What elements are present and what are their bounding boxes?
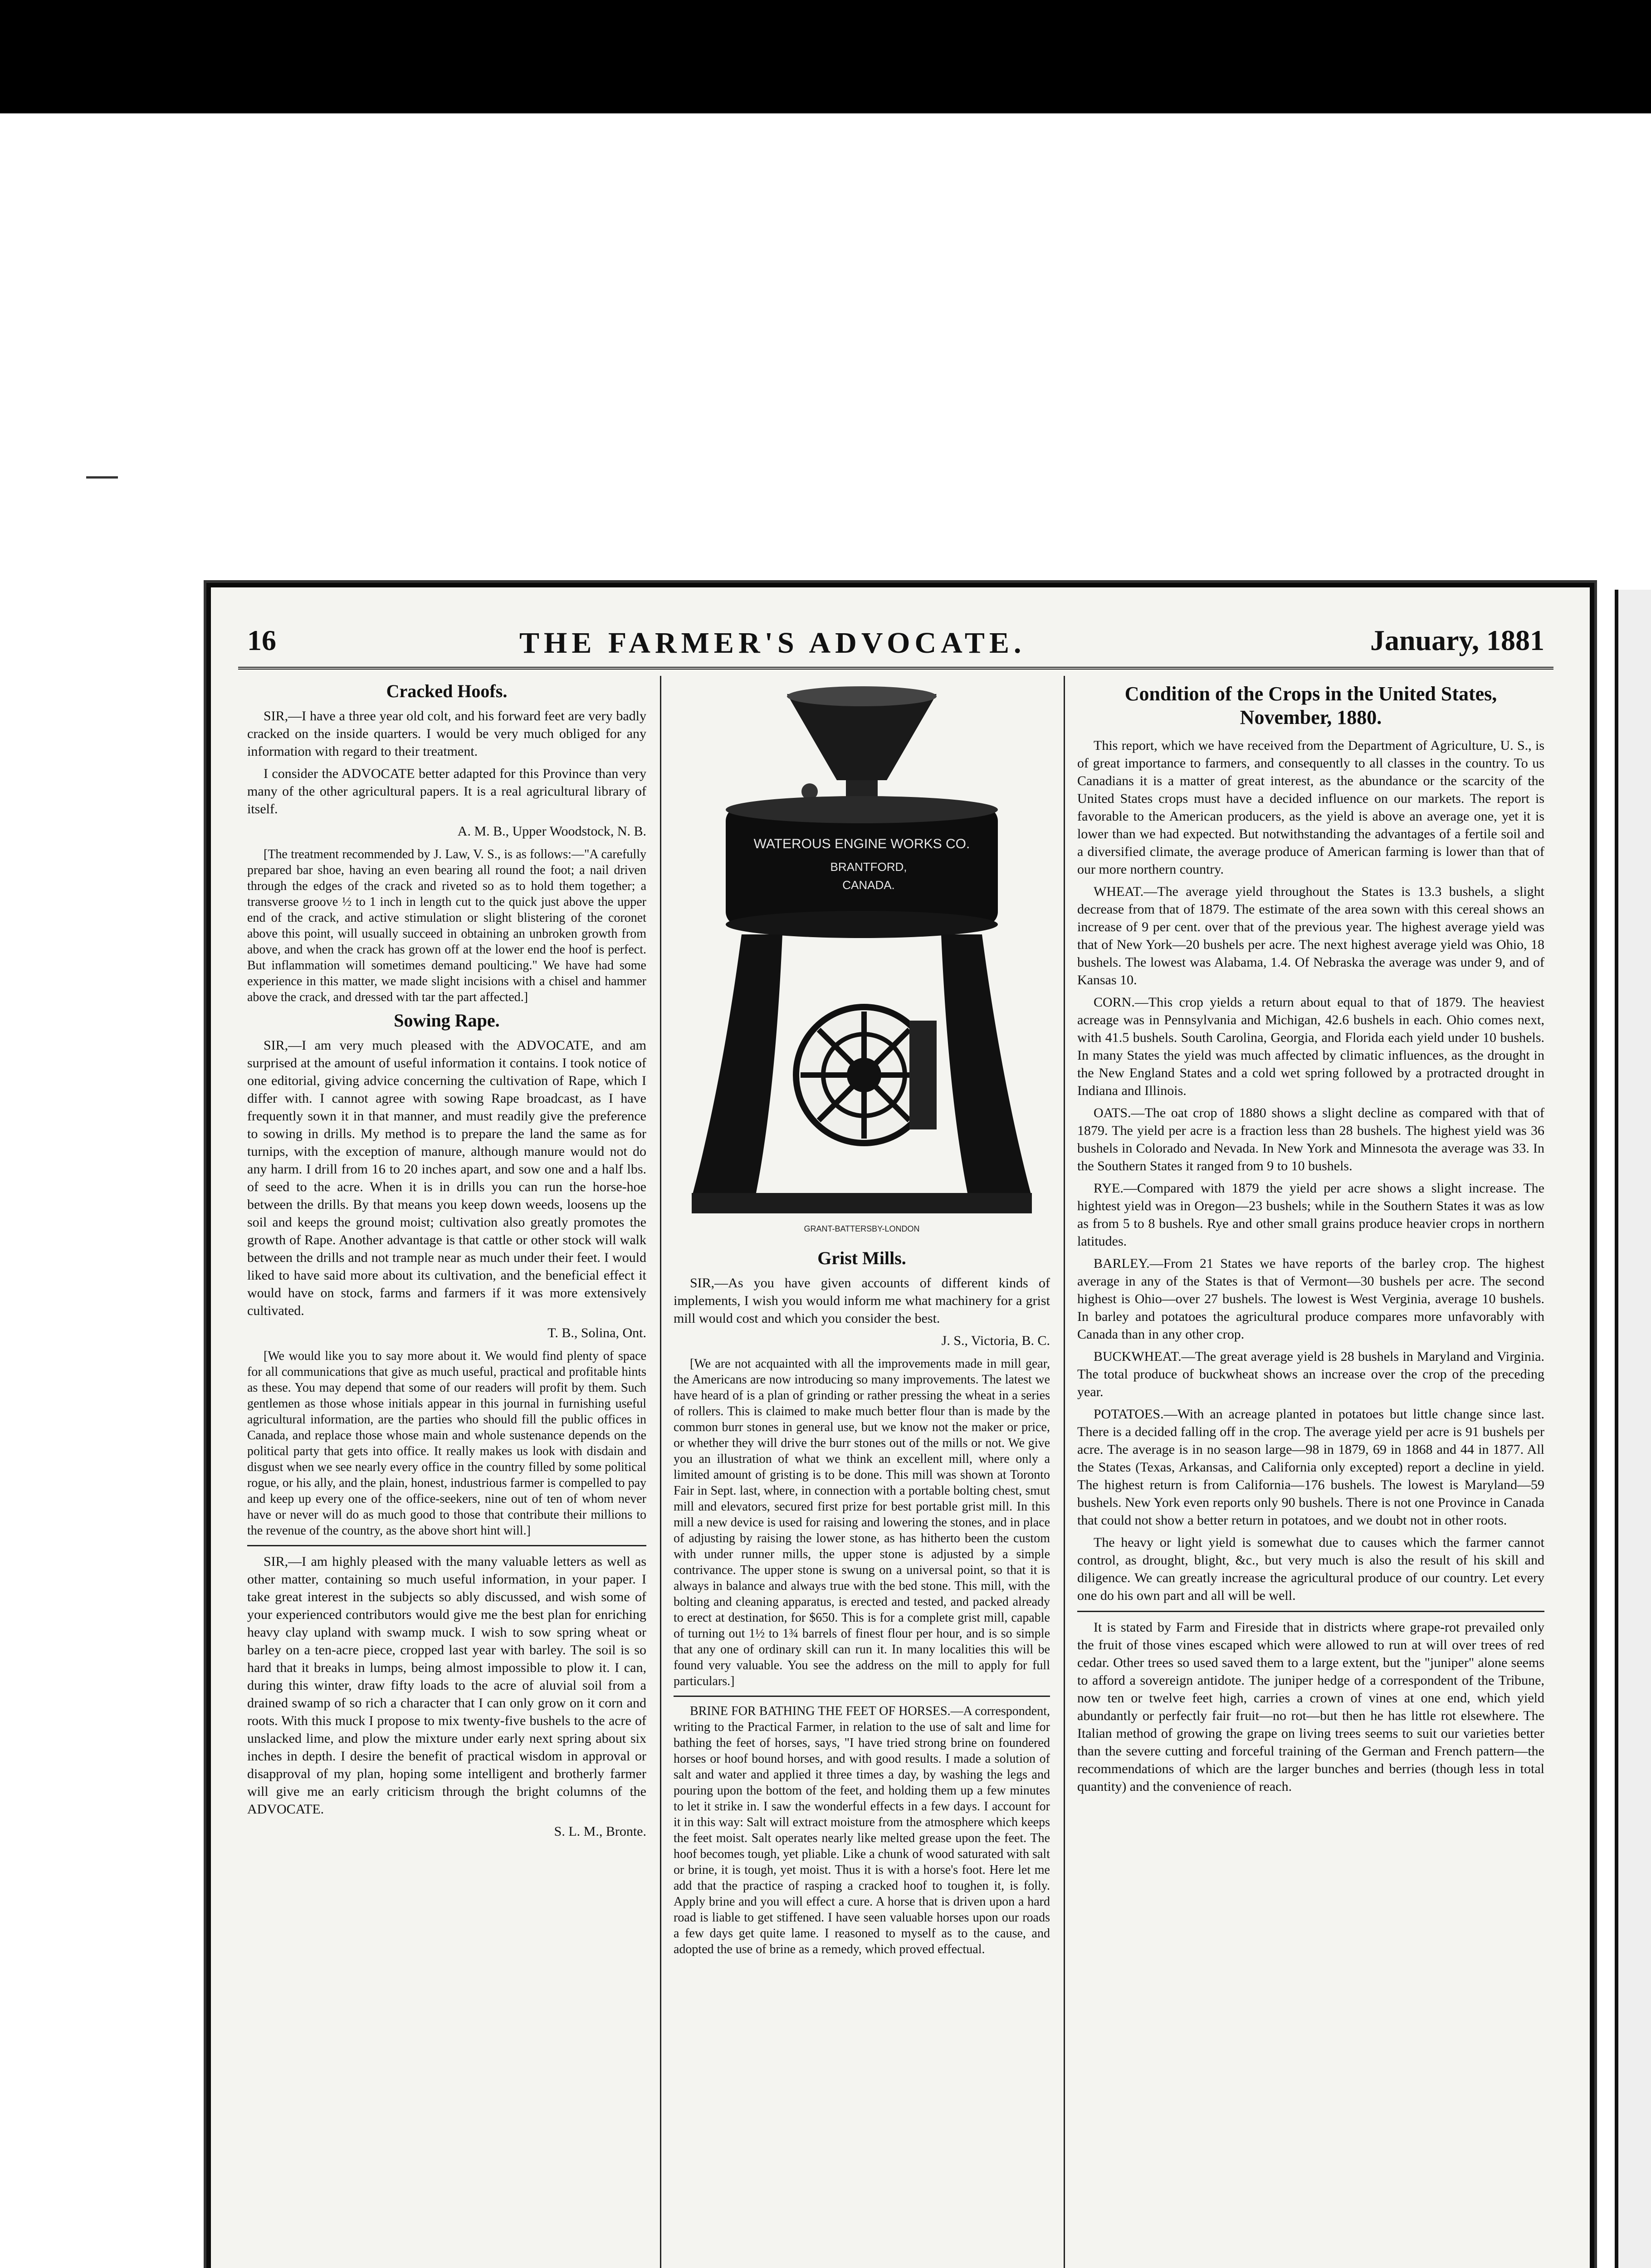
report-oats: OATS.—The oat crop of 1880 shows a slight decline as compared with that of 1879. The yield per acre is a fraction less than 28 bushels. The highest yield was 36 bushels in Colorado and Nevada. In New York and Minnesota the average was 33. In the Southern States it ranged from 9 to 10 bushels. (1077, 1105, 1544, 1173)
signature: S. L. M., Bronte. (554, 1824, 646, 1839)
editor-reply: [We are not acquainted with all the improvements made in mill gear, the Americans are now introducing so many improvements. The latest we have heard of is a plan of grinding or rather pressing the wheat in a series of rollers. This is claimed to make much better flour than is made by the common burr stones in general use, but we know not the maker or price, or whether they will drive the burr stones out of the mills or not. We give you an illustration of what we think an excellent mill, where only a limited amount of gristing is to be done. This mill was shown at Toronto Fair in Sept. last, where, in connection with a portable bolting chest, smut mill and elevators, secured first prize for best portable grist mill. In this mill a new device is used for raising and lowering the stones, and in place of adjusting by raising the lower stone, as has hitherto been the custom with under runner mills, the upper stone is adjusted by a simple contrivance. The upper stone is swung on a universal point, so that it is always in balance and always true with the bed stone. This mill, with the bolting and cleaning apparatus, is erected and tested, and packed already to erect at destination, for $650. This is for a complete grist mill, capable of turning out 1½ to 1¾ barrels of finest flour per hour, and is so simple that any one of ordinary skill can run it. In many localities this will be found very valuable. You see the address on the mill to apply for full particulars.] (674, 1357, 1050, 1688)
machine-city-label: BRANTFORD, (830, 860, 907, 874)
letter-text: SIR,—I have a three year old colt, and his forward feet are very badly cracked on the inside quarters. I would be very much obliged for any information with regard to their treatment. (247, 709, 646, 759)
letter-text: SIR,—I am very much pleased with the ADVOCATE, and am surprised at the amount of useful information it contains. I took notice of one editorial, giving advice concerning the cultivation of Rape, which I differ with. I cannot agree with sowing Rape broadcast, as I have frequently sown it in that manner, and must readily give the preference to sowing in drills. My method is to prepare the land the same as for turnips, with the exception of manure, although manure would not do any harm. I drill from 16 to 20 inches apart, and sow one and a half lbs. of seed to the acre. When it is in drills you can run the horse-hoe between the drills. By that means you keep down weeds, loosens up the soil and keeps the ground moist; cultivation also greatly promotes the growth of Rape. Another advantage is that cattle or other stock will walk between the drills and not trample near as much under their feet. I would liked to have said more about its cultivation, and the beneficial effect it would have on stock, farms and farmers if it was more extensively cultivated. (247, 1038, 646, 1318)
page-header (238, 612, 1553, 670)
signature: T. B., Solina, Ont. (547, 1325, 646, 1340)
column-rule (660, 676, 661, 2268)
report-corn: CORN.—This crop yields a return about equal to that of 1879. The heaviest acreage was in Pennsylvania and Michigan, 42.6 bushels in each. Ohio comes next, with 41.5 bushels. South Carolina, Georgia, and Florida each yield under 10 bushels. In many States the yield was much affected by climatic influences, as the drought in the New England States and a cold wet spring followed by a protracted drought in Indiana and Illinois. (1077, 995, 1544, 1098)
editor-reply: [The treatment recommended by J. Law, V. S., is as follows:—"A carefully prepared bar shoe, having an even bearing all round the foot; a nail driven through the edges of the crack and riveted so as to hold them together; a transverse groove ½ to 1 inch in length cut to the quick just above the upper end of the crack, and active stimulation or slight blistering of the coronet above this point, will usually succeed in obtaining an unbroken growth from above, and when the crack has grown off at the lower end the hoof is perfect. But inflammation will sometimes demand poulticing." We have had some experience in this matter, we made slight incisions with a chisel and hammer above the crack, and dressed with tar the part affected.] (247, 847, 646, 1004)
column-rule (1064, 676, 1065, 2268)
letter-text: SIR,—I am highly pleased with the many valuable letters as well as other matter, containing so much useful information, in your paper. I take great interest in the subjects so ably discussed, and wish some of your experienced contributors would give me the best plan for enriching heavy clay upland with swamp muck. I wish to sow spring wheat or barley on a ten-acre piece, cropped last year with barley. The soil is so hard that it breaks in lumps, being almost impossible to plow it. I can, during this winter, draw fifty loads to the acre of aluvial soil from a drained swamp of so rich a character that I can only grow on it corn and roots. With this muck I propose to mix twenty-five bushels to the acre of unslacked lime, and plow the mixture under early next spring about six inches in depth. I desire the benefit of practical wisdom in approval or disapproval of my plan, hoping some intelligent and brotherly farmer will give me an early criticism through the bright columns of the ADVOCATE. (247, 1554, 646, 1817)
report-rye: RYE.—Compared with 1879 the yield per acre shows a slight increase. The hightest yield was in Oregon—23 bushels; while in the Southern States it was as low as from 5 to 8 bushels. Rye and other small grains produce heavier crops in northern latitudes. (1077, 1181, 1544, 1249)
machine-maker-label: WATEROUS ENGINE WORKS CO. (753, 836, 970, 851)
grist-mill-illustration (674, 676, 1050, 1243)
signature: A. M. B., Upper Woodstock, N. B. (457, 824, 646, 839)
margin-mark (86, 476, 118, 483)
section-divider (674, 1696, 1050, 1697)
letter-text: I consider the ADVOCATE better adapted for this Province than very many of the other agricultural papers. It is a real agricultural library of itself. (247, 766, 646, 816)
section-divider (247, 1545, 646, 1546)
column-middle (674, 676, 1050, 2268)
adjacent-page-edge (1615, 590, 1651, 2268)
report-buckwheat: BUCKWHEAT.—The great average yield is 28 bushels in Maryland and Virginia. The total produce of buckwheat shows an increase over the crop of the preceding year. (1077, 1349, 1544, 1399)
column-left (247, 676, 646, 2268)
engraver-credit: GRANT-BATTERSBY-LONDON (804, 1224, 920, 1233)
report-wheat: WHEAT.—The average yield throughout the States is 13.3 bushels, a slight decrease from that of 1879. The estimate of the area sown with this cereal shows an increase of 9 per cent. over that of the previous year. The highest average yield was that of New York—20 bushels per acre. The next highest average yield was Ohio, 18 bushels. The lowest was Alabama, 1.4. Of Nebraska the average was under 9, and of Kansas 10. (1077, 884, 1544, 987)
section-divider (1077, 1611, 1544, 1612)
page-number: 16 (247, 624, 276, 656)
column-right (1077, 676, 1544, 2268)
masthead: THE FARMER'S ADVOCATE. (519, 626, 1026, 660)
article-title-cracked-hoofs: Cracked Hoofs. (386, 681, 508, 701)
article-title-crop-conditions: Condition of the Crops in the United States, November, 1880. (1124, 683, 1497, 728)
report-barley: BARLEY.—From 21 States we have reports of the barley crop. The highest average in any of the States is that of Vermont—30 bushels per acre. The second highest is Ohio—over 27 bushels. The lowest is West Verginia, average 10 bushels. In barley and potatoes the agricultural produce compares more unfavorably with Canada than in any other crop. (1077, 1256, 1544, 1342)
article-brine-horses: BRINE FOR BATHING THE FEET OF HORSES.—A correspondent, writing to the Practical Farmer, in relation to the use of salt and lime for bathing the feet of horses, says, "I have tried strong brine on foundered horses or hoof bound horses, and with good results. I made a solution of salt and water and applied it three times a day, by washing the legs and pouring upon the bottom of the feet, and holding them up a few minutes to let it strike in. I saw the wonderful effects in a few days. I account for it in this way: Salt will extract moisture from the atmosphere which keeps the feet moist. Salt operates nearly like melted grease upon the feet. The hoof becomes tough, yet pliable. Like a chunk of wood saturated with salt or brine, it is tough, yet moist. Thus it is with a horse's foot. Here let me add that the practice of rasping a cracked hoof to toughen it, is folly. Apply brine and you will effect a cure. A horse that is driven upon a hard road is liable to get stiffened. I have seen valuable horses upon our roads a few days get quite lame. I reasoned to myself as to the cause, and adopted the use of brine as a remedy, which proved effectual. (674, 1704, 1050, 1956)
report-intro: This report, which we have received from the Department of Agriculture, U. S., is of great importance to farmers, and consequently to all classes in the country. To us Canadians it is a matter of great interest, as the abundance or the scarcity of the United States crops must have a decided influence on our markets. The report is favorable to the American producers, as the yield is above an average one, yet it is lower than we had expected. But notwithstanding the advantages of a fertile soil and a diversified climate, the average produce of American farming is lower than that of our more northern country. (1077, 738, 1544, 877)
report-closing: The heavy or light yield is somewhat due to causes which the farmer cannot control, as drought, blight, &c., but very much is also the result of his skill and diligence. We can greatly increase the agricultural produce of our country. Let every one do his own part and all will be well. (1077, 1535, 1544, 1603)
machine-country-label: CANADA. (842, 878, 895, 892)
issue-date: January, 1881 (1370, 624, 1544, 656)
article-grape-rot: It is stated by Farm and Fireside that in districts where grape-rot prevailed only the fruit of those vines escaped which were allowed to run at will over trees of red cedar. Other trees so used saved them to a large extent, but the "juniper" alone seems to afford a sovereign antidote. The juniper hedge of a correspondent of the Tribune, now ten or twelve feet high, carries a crown of vines at one end, which yield abundantly or perfectly fair fruit—no rot—but then he has little rot elsewhere. The Italian method of growing the grape on living trees seems to suit our varieties better than the severe cutting and forceful training of the German and French pattern—the recommendations of which are the larger bunches and berries (though less in total quantity) and the convenience of reach. (1077, 1620, 1544, 1794)
report-potatoes: POTATOES.—With an acreage planted in potatoes but little change since last. There is a decided falling off in the crop. The average yield per acre is 91 bushels per acre. The average is in no season large—98 in 1879, 69 in 1868 and 44 in 1877. All the States (Texas, Arkansas, and California only excepted) report a decline in yield. The highest return is from California—176 bushels. The lowest is Maryland—59 bushels. New York even reports only 90 bushels. There is not one Province in Canada that could not show a better return in potatoes, and we doubt not in other roots. (1077, 1407, 1544, 1528)
article-title-sowing-rape: Sowing Rape. (394, 1010, 500, 1031)
editor-reply: [We would like you to say more about it. We would find plenty of space for all communications that give as much useful, practical and profitable hints as these. You may depend that some of our readers will profit by them. Such gentlemen as those whose initials appear in this journal in furnishing useful agricultural information, are the parties who should fill the public offices in Canada, and replace those whose main and whole sustenance depends on the political party that gets into office. It really makes us look with disdain and disgust when we see nearly every office in the country filled by some political rogue, or his ally, and the plain, honest, industrious farmer is compelled to pay and keep up every one of the office-seekers, nine out of ten of whom never have or never will do as much good to those that contribute their millions to the revenue of the country, as the above short hint will.] (247, 1349, 646, 1538)
letter-text: SIR,—As you have given accounts of different kinds of implements, I wish you would inform me what machinery for a grist mill would cost and which you consider the best. (674, 1276, 1050, 1326)
signature: J. S., Victoria, B. C. (941, 1333, 1050, 1348)
article-title-grist-mills: Grist Mills. (817, 1248, 906, 1268)
newspaper-page (206, 583, 1594, 2268)
